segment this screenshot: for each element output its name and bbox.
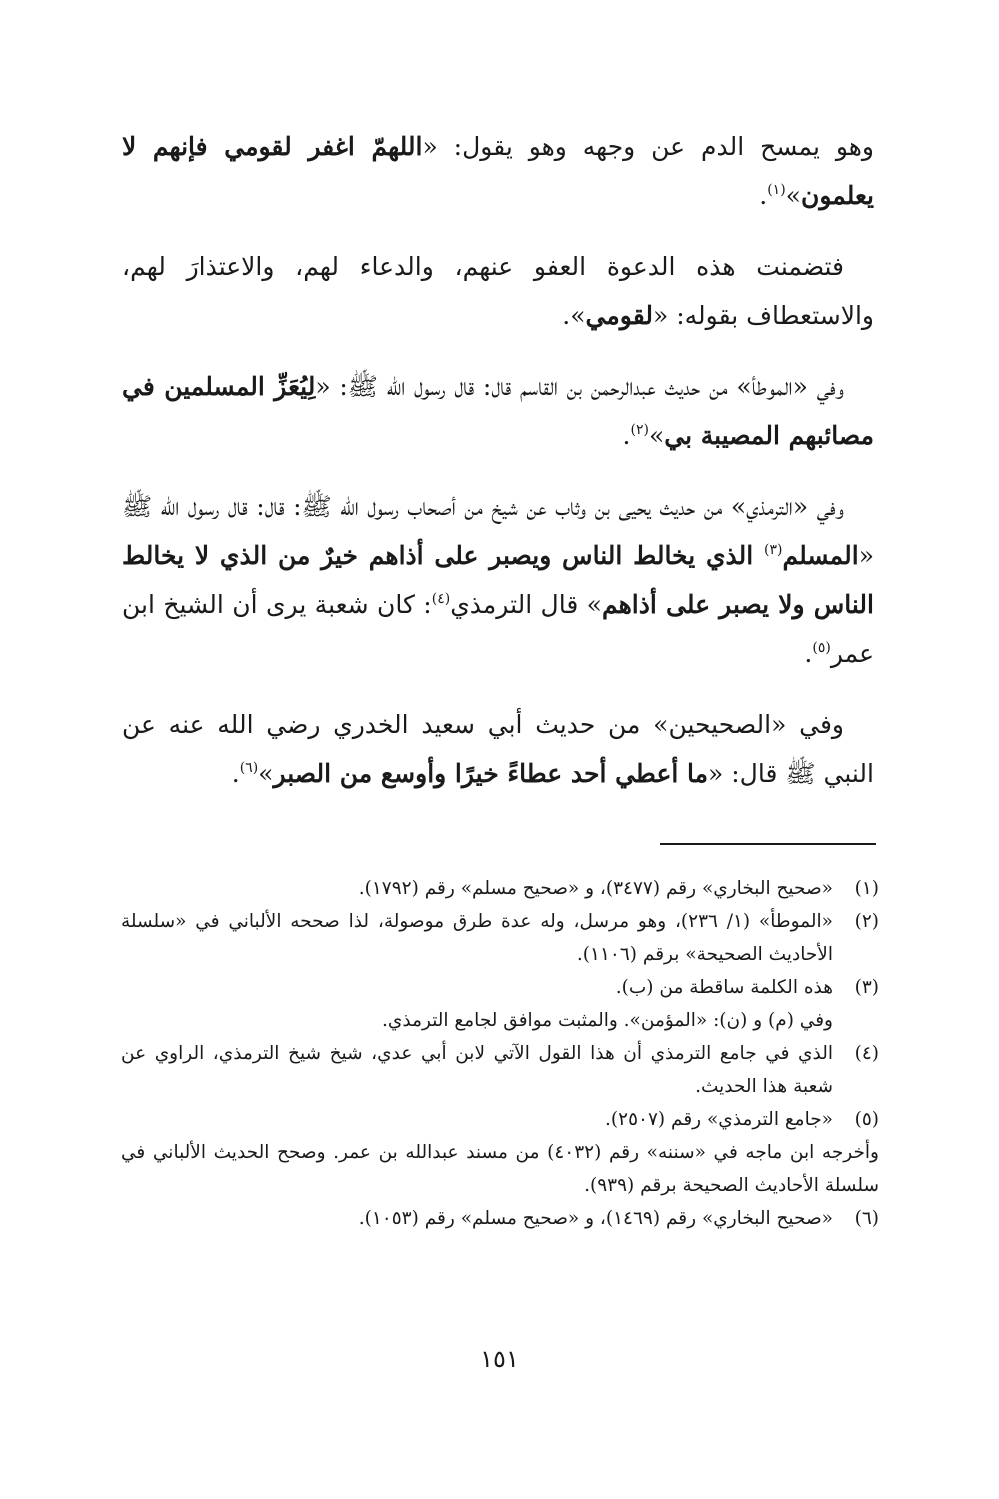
footnote — [121, 872, 879, 905]
text-run: . — [231, 759, 240, 788]
text-run: » قال الترمذي — [450, 590, 602, 619]
text-run: وفي «الصحيحين» من حديث أبي سعيد الخدري رضي الله عنه عن النبي ﷺ قال: « — [122, 710, 874, 788]
footnote-text: «الموطأ» (١/ ٢٣٦)، وهو مرسل، وله عدة طرق موصولة، لذا صححه الألباني في «سلسلة الأحاديث الصحيحة» برقم (١١٠٦). — [121, 911, 833, 965]
quoted-text: اللهمّ اغفر لقومي فإنهم لا يعلمون — [122, 132, 874, 210]
text-run: وفي «الموطأ» من حديث عبدالرحمن بن القاسم قال: قال رسول الله ﷺ: « — [315, 372, 844, 401]
footnote-marker: (٣) — [764, 542, 783, 558]
footnote — [121, 1037, 879, 1103]
text-run: وفي «الترمذي» من حديث يحيى بن وثاب عن شيخ من أصحاب رسول الله ﷺ: قال: قال رسول الله ﷺ « — [122, 492, 874, 570]
footnote-number: (٣) — [854, 977, 879, 998]
footnote — [121, 1202, 879, 1235]
footnote-marker: (٢) — [630, 422, 649, 438]
text-run: وهو يمسح الدم عن وجهه وهو يقول: « — [422, 132, 874, 161]
footnote-number: (٦) — [854, 1208, 879, 1229]
quoted-text: الذي يخالط الناس ويصبر على أذاهم خيرٌ من الذي لا يخالط الناس ولا يصبر على أذاهم — [122, 541, 874, 619]
text-run: . — [759, 181, 768, 210]
footnote-marker: (٥) — [812, 640, 831, 656]
paragraph — [122, 362, 874, 460]
page-number: ١٥١ — [480, 1345, 519, 1373]
paragraph — [122, 122, 874, 220]
footnote — [121, 1103, 879, 1136]
footnote — [121, 905, 879, 971]
text-run: » — [648, 421, 665, 450]
footnote-marker: (٦) — [239, 760, 259, 776]
text-run: فتضمنت هذه الدعوة العفو عنهم، والدعاء لهم، والاعتذارَ لهم، والاستعطاف بقوله: « — [122, 252, 874, 330]
footnote — [121, 971, 879, 1004]
footnote-number: (٥) — [854, 1109, 879, 1130]
footnote-text: «صحيح البخاري» رقم (١٤٦٩)، و «صحيح مسلم» رقم (١٠٥٣). — [358, 1208, 833, 1229]
footnote-text: الذي في جامع الترمذي أن هذا القول الآتي لابن أبي عدي، شيخ شيخ الترمذي، الراوي عن شعبة هذا الحديث. — [121, 1043, 833, 1097]
main-text — [122, 122, 874, 820]
footnote-number: (٢) — [854, 911, 879, 932]
footnote-number: (٤) — [854, 1043, 879, 1064]
quoted-text: المسلم — [782, 541, 859, 570]
text-run: » — [785, 181, 801, 210]
paragraph — [122, 482, 874, 678]
text-run: . — [804, 639, 813, 668]
footnote-text: «جامع الترمذي» رقم (٢٥٠٧). — [605, 1109, 833, 1130]
footnotes — [121, 872, 879, 1235]
paragraph — [122, 700, 874, 798]
quoted-text: لقومي — [585, 301, 653, 330]
footnote-number: (١) — [854, 878, 879, 899]
footnote-marker: (٤) — [431, 591, 451, 607]
text-run: : كان شعبة يرى أن الشيخ ابن عمر — [122, 590, 874, 668]
quoted-text: لِيُعَزِّ المسلمين في مصائبهم المصيبة بي — [122, 372, 874, 450]
text-run: . — [622, 421, 631, 450]
paragraph — [122, 242, 874, 340]
footnote-marker: (١) — [767, 182, 786, 198]
footnote-continuation: وأخرجه ابن ماجه في «سننه» رقم (٤٠٣٢) من مسند عبدالله بن عمر. وصحح الحديث الألباني في سلسلة الأحاديث الصحيحة برقم (٩٣٩). — [121, 1142, 879, 1196]
footnote-continuation: وفي (م) و (ن): «المؤمن». والمثبت موافق لجامع الترمذي. — [382, 1010, 833, 1031]
footnote-text: هذه الكلمة ساقطة من (ب). — [615, 977, 833, 998]
text-run: » — [258, 759, 274, 788]
quoted-text: ما أعطي أحد عطاءً خيرًا وأوسع من الصبر — [273, 759, 709, 788]
footnote-text: «صحيح البخاري» رقم (٣٤٧٧)، و «صحيح مسلم» رقم (١٧٩٢). — [358, 878, 833, 899]
text-run: ». — [562, 301, 586, 330]
footnote-separator — [660, 843, 876, 845]
